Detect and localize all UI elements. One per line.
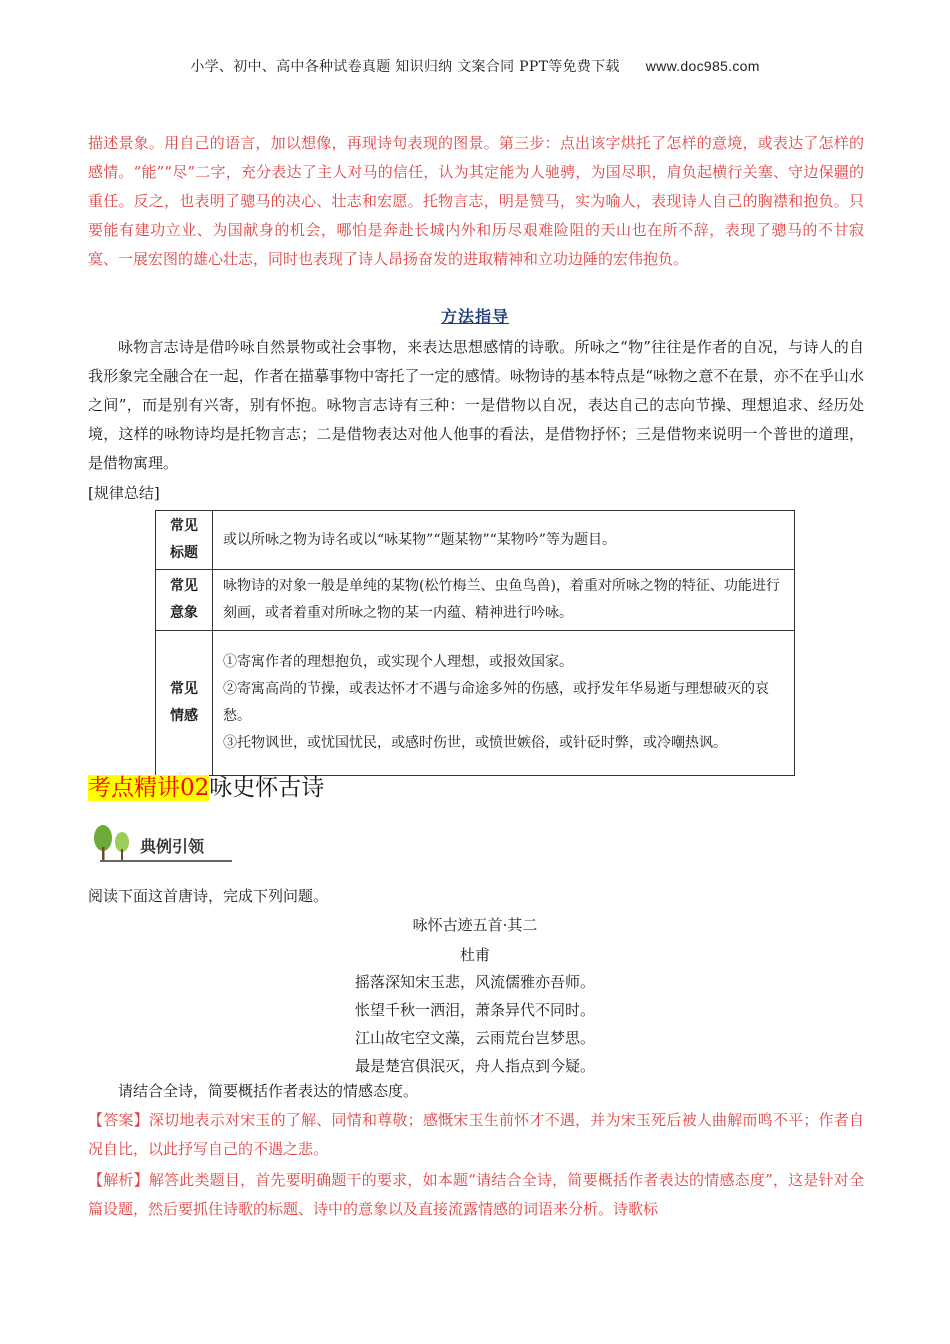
poem-title: 咏怀古迹五首·其二 — [412, 916, 538, 934]
row-content-line: 咏物诗的对象一般是单纯的某物(松竹梅兰、虫鱼鸟兽)，着重对所咏之物的特征、功能进行刻画，或者着重对所咏之物的某一内蕴、精神进行吟咏。 — [223, 578, 780, 621]
method-paragraph: 咏物言志诗是借吟咏自然景物或社会事物，来表达思想感情的诗歌。所咏之“物”往往是作者的自况，与诗人的自我形象完全融合在一起，作者在描摹事物中寄托了一定的感情。咏物诗的基本特点是“咏物之意不在景，亦不在乎山水之间”，而是别有兴寄，别有怀抱。咏物言志诗有三种：一是借物以自况，表达自己的志向节操、理想追求、经历处境，这样的咏物诗均是托物言志；二是借物表达对他人他事的看法，是借物抒怀；三是借物来说明一个普世的道理，是借物寓理。 — [88, 338, 864, 472]
example-badge — [90, 823, 232, 863]
answer-label: 【答案】 — [88, 1111, 149, 1129]
top-analysis-paragraph: 描述景象。用自己的语言，加以想像，再现诗句表现的图景。第三步：点出该字烘托了怎样的意境，或表达了怎样的感情。“能”“尽”二字，充分表达了主人对马的信任，认为其定能为人驰骋，为国尽职，肩负起横行关塞、守边保疆的重任。反之，也表明了骢马的决心、壮志和宏愿。托物言志，明是赞马，实为喻人，表现诗人自己的胸襟和抱负。只要能有建功立业、为国献身的机会，哪怕是奔赴长城内外和历尽艰难险阻的天山也在所不辞，表现了骢马的不甘寂寞、一展宏图的雄心壮志，同时也表现了诗人昂扬奋发的进取精神和立功边陲的宏伟抱负。 — [88, 134, 864, 268]
section-number-highlight: 考点精讲02 — [88, 775, 210, 801]
analysis-label: 【解析】 — [88, 1171, 149, 1189]
table-row — [156, 631, 795, 776]
rules-table — [155, 510, 795, 776]
row-header-line: 情感 — [170, 708, 198, 724]
tree-icon — [90, 823, 138, 863]
row-header-line: 标题 — [170, 545, 198, 561]
badge-underline — [100, 860, 232, 862]
poem-line: 江山故宅空文藻，云雨荒台岂梦思。 — [354, 1029, 595, 1047]
poem-line: 最是楚宫俱泯灭，舟人指点到今疑。 — [354, 1057, 595, 1075]
row-content-line: ③托物讽世，或忧国忧民，或感时伤世，或愤世嫉俗，或针砭时弊，或冷嘲热讽。 — [223, 735, 727, 751]
header-url[interactable]: www.doc985.com — [645, 58, 760, 74]
poem-line: 怅望千秋一洒泪，萧条异代不同时。 — [354, 1001, 595, 1019]
row-header — [156, 570, 213, 631]
analysis-text: 解答此类题目，首先要明确题干的要求，如本题“请结合全诗，简要概括作者表达的情感态度”，这是针对全篇设题，然后要抓住诗歌的标题、诗中的意象以及直接流露情感的词语来分析。诗歌标 — [88, 1171, 864, 1218]
row-content — [213, 570, 795, 631]
row-content-line: 或以所咏之物为诗名或以“咏某物”“题某物”“某物吟”等为题目。 — [223, 531, 616, 548]
table-row — [156, 511, 795, 570]
intro-text: 阅读下面这首唐诗，完成下列问题。 — [88, 887, 329, 905]
row-header-line: 常见 — [170, 518, 198, 534]
example-badge-label: 典例引领 — [140, 837, 205, 856]
page-header — [0, 56, 950, 76]
answer-text: 深切地表示对宋玉的了解、同情和尊敬；感慨宋玉生前怀才不遇，并为宋玉死后被人曲解而鸣不平；作者自况自比，以此抒写自己的不遇之悲。 — [88, 1111, 864, 1158]
row-header — [156, 511, 213, 570]
section-title: 咏史怀古诗 — [209, 775, 325, 801]
method-title: 方法指导 — [440, 307, 509, 326]
analysis-paragraph — [88, 1166, 864, 1224]
row-content — [213, 631, 795, 776]
row-header — [156, 631, 213, 776]
row-content — [213, 511, 795, 570]
answer-paragraph — [88, 1106, 864, 1164]
header-text: 小学、初中、高中各种试卷真题 知识归纳 文案合同 PPT等免费下载 — [190, 59, 620, 75]
row-content-line: ①寄寓作者的理想抱负，或实现个人理想，或报效国家。 — [223, 654, 573, 670]
section-heading — [88, 773, 324, 803]
row-header-line: 常见 — [170, 578, 198, 594]
row-content-line: ②寄寓高尚的节操，或表达怀才不遇与命途多舛的伤感，或抒发年华易逝与理想破灭的哀愁。 — [223, 681, 769, 724]
poem-line: 摇落深知宋玉悲，风流儒雅亦吾师。 — [354, 973, 595, 991]
row-header-line: 意象 — [170, 605, 198, 621]
question-text: 请结合全诗，简要概括作者表达的情感态度。 — [118, 1082, 419, 1100]
poem-author: 杜甫 — [459, 946, 490, 964]
row-header-line: 常见 — [170, 681, 198, 697]
table-row — [156, 570, 795, 631]
rules-label: [规律总结] — [88, 484, 160, 502]
